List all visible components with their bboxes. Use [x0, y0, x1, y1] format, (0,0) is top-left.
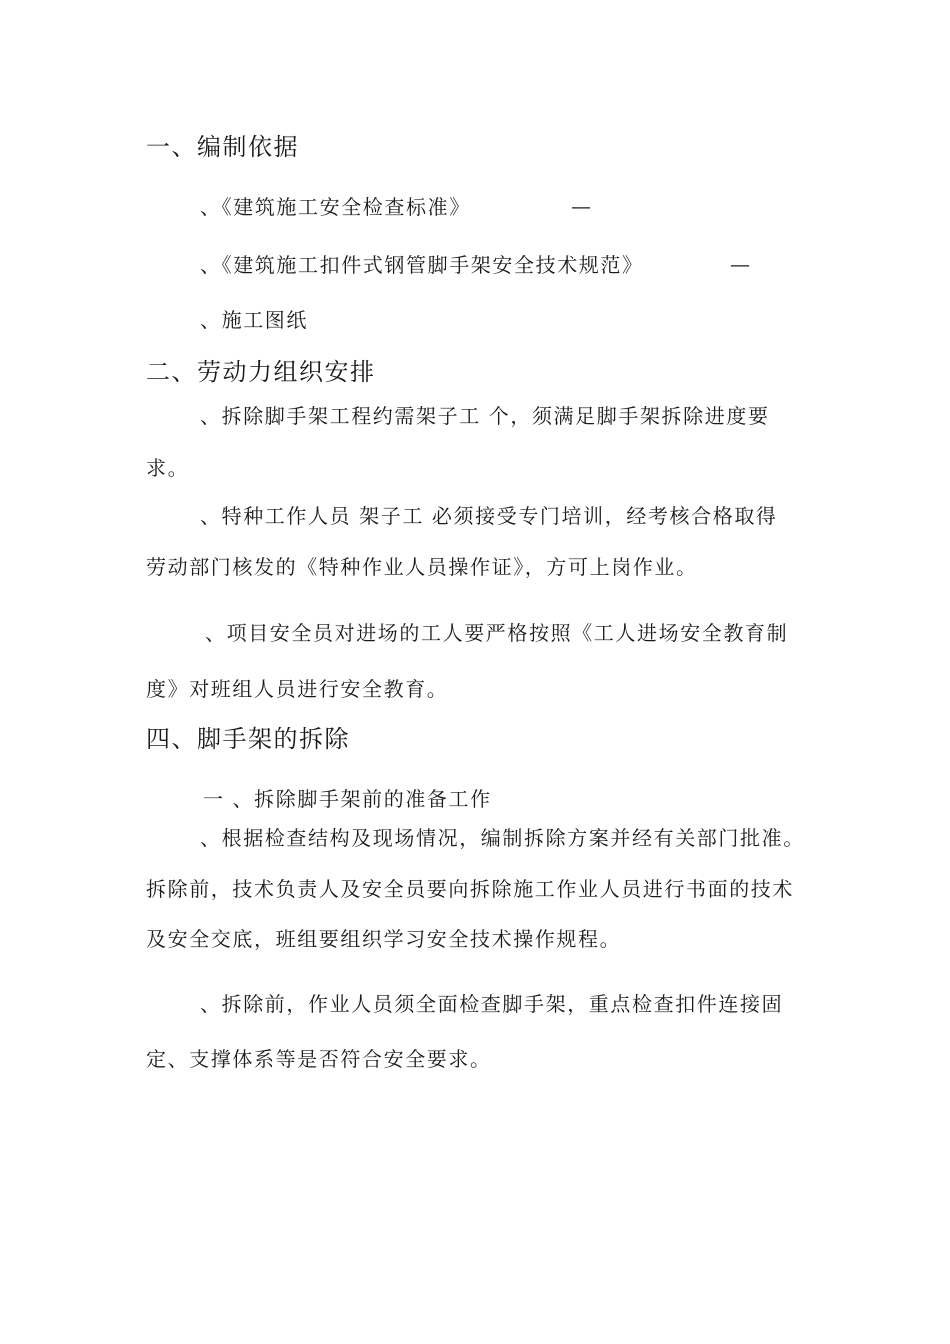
removal-paragraph-1-line-3: 及安全交底，班组要组织学习安全技术操作规程。 — [146, 927, 622, 951]
basis-item-1: 、《建筑施工安全检查标准》 — [200, 195, 471, 219]
removal-paragraph-1-line-2: 拆除前，技术负责人及安全员要向拆除施工作业人员进行书面的技术 — [146, 877, 794, 901]
section-heading-removal: 四、脚手架的拆除 — [146, 725, 350, 753]
removal-subheading: 一 、拆除脚手架前的准备工作 — [203, 787, 492, 811]
basis-item-2: 、《建筑施工扣件式钢管脚手架安全技术规范》 — [200, 253, 644, 277]
basis-item-1-tail: — — [571, 194, 591, 218]
labor-paragraph-1-line-2: 求。 — [146, 456, 190, 480]
basis-item-2-tail: — — [730, 252, 750, 276]
basis-item-3: 、施工图纸 — [200, 308, 308, 332]
removal-paragraph-1-line-1: 、根据检查结构及现场情况，编制拆除方案并经有关部门批准。 — [200, 826, 805, 850]
labor-paragraph-2-line-1: 、特种工作人员 架子工 必须接受专门培训，经考核合格取得 — [200, 504, 778, 528]
labor-paragraph-3-line-1: 、项目安全员对进场的工人要严格按照《工人进场安全教育制 — [205, 621, 789, 645]
removal-paragraph-2-line-2: 定、支撑体系等是否符合安全要求。 — [146, 1047, 492, 1071]
removal-paragraph-2-line-1: 、拆除前，作业人员须全面检查脚手架，重点检查扣件连接固 — [200, 992, 784, 1016]
section-heading-basis: 一、编制依据 — [146, 133, 299, 161]
labor-paragraph-1-line-1: 、拆除脚手架工程约需架子工 个，须满足脚手架拆除进度要 — [200, 404, 770, 428]
section-heading-labor: 二、劳动力组织安排 — [146, 358, 376, 386]
labor-paragraph-2-line-2: 劳动部门核发的《特种作业人员操作证》，方可上岗作业。 — [146, 555, 698, 579]
labor-paragraph-3-line-2: 度》对班组人员进行安全教育。 — [146, 677, 449, 701]
